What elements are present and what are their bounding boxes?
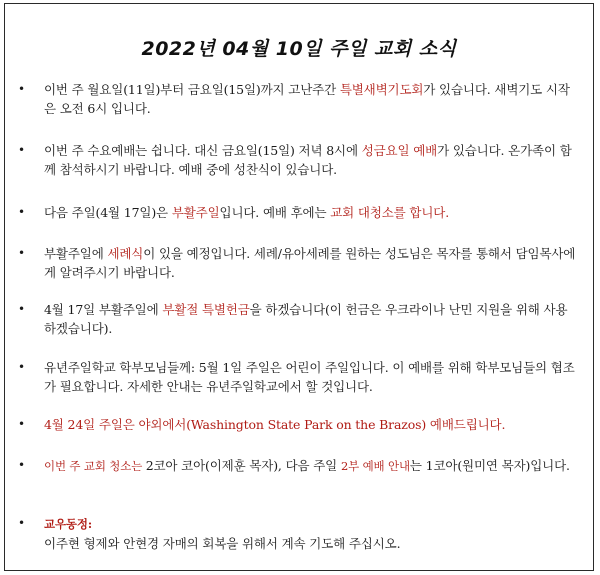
body-text: 이번 주 수요예배는 쉽니다. 대신 금요일(15일) 저녁 8시에 xyxy=(44,143,362,158)
bullet-icon: • xyxy=(18,360,25,374)
body-text: 이주현 형제와 안현경 자매의 회복을 위해서 계속 기도해 주십시오. xyxy=(44,536,401,551)
announcement-text xyxy=(44,141,578,179)
bullet-icon: • xyxy=(18,302,25,316)
body-text: 가 있습니다. 새벽기도 시작은 오전 6시 입니다. xyxy=(44,82,570,116)
announcement-item xyxy=(18,141,578,179)
bullet-icon: • xyxy=(18,82,25,96)
announcement-frame xyxy=(4,3,594,571)
highlight-text: 교우동정: xyxy=(44,517,92,531)
announcement-item xyxy=(18,203,578,222)
announcement-item xyxy=(18,80,578,118)
announcement-item xyxy=(18,244,578,282)
highlight-text: 부활주일 xyxy=(171,205,220,220)
bullet-icon: • xyxy=(18,417,25,431)
announcement-text xyxy=(44,203,578,222)
body-text: 다음 주일(4월 17일)은 xyxy=(44,205,172,220)
page-title: 2022년 04월 10일 주일 교회 소식 xyxy=(141,38,457,60)
body-text: 을 하겠습니다(이 헌금은 우크라이나 난민 지원을 위해 사용하겠습니다). xyxy=(44,302,568,336)
announcement-item xyxy=(18,300,578,338)
announcement-text xyxy=(44,358,578,396)
announcement-text xyxy=(44,415,578,434)
highlight-text: 성금요일 예배 xyxy=(361,143,438,158)
highlight-text: 부활절 특별헌금 xyxy=(162,302,250,317)
body-text: 가 있습니다. 온가족이 함께 참석하시기 바랍니다. 예배 중에 성찬식이 있습니다. xyxy=(44,143,572,177)
highlight-text: 이번 주 교회 청소는 xyxy=(44,459,146,473)
bullet-icon: • xyxy=(18,458,25,472)
announcement-item xyxy=(18,415,578,434)
announcement-text xyxy=(44,514,578,553)
body-text: 이번 주 월요일(11일)부터 금요일(15일)까지 고난주간 xyxy=(44,82,340,97)
highlight-text: 세례식 xyxy=(107,246,144,261)
highlight-text: 2부 예배 안내 xyxy=(340,459,410,473)
announcement-text xyxy=(44,456,578,476)
body-text: 부활주일에 xyxy=(44,246,108,261)
body-text: 4월 17일 부활주일에 xyxy=(44,302,163,317)
bullet-icon: • xyxy=(18,205,25,219)
body-text: 입니다. 예배 후에는 xyxy=(219,205,331,220)
body-text: 는 1코아(원미연 목자)입니다. xyxy=(409,458,570,473)
bullet-icon: • xyxy=(18,143,25,157)
announcement-item xyxy=(18,514,578,553)
highlight-text: 특별새벽기도회 xyxy=(339,82,424,97)
bullet-icon: • xyxy=(18,246,25,260)
body-text: 이 있을 예정입니다. 세례/유아세례를 원하는 성도님은 목자를 통해서 담임목사에게 알려주시기 바랍니다. xyxy=(44,246,576,280)
highlight-text: 4월 24일 주일은 야외에서(Washington State Park on the Brazos) 예배드립니다. xyxy=(44,417,506,432)
announcement-text xyxy=(44,80,578,118)
announcement-item xyxy=(18,456,578,476)
announcement-text xyxy=(44,244,578,282)
highlight-text: 교회 대청소를 합니다. xyxy=(330,205,450,220)
bullet-icon: • xyxy=(18,516,25,530)
announcement-item xyxy=(18,358,578,396)
body-text: 유년주일학교 학부모님들께: 5월 1일 주일은 어린이 주일입니다. 이 예배를 위해 학부모님들의 협조가 필요합니다. 자세한 안내는 유년주일학교에서 할 것입니다. xyxy=(44,360,575,394)
announcement-text xyxy=(44,300,578,338)
body-text: 2코아 코아(이제훈 목자), 다음 주일 xyxy=(145,458,341,473)
